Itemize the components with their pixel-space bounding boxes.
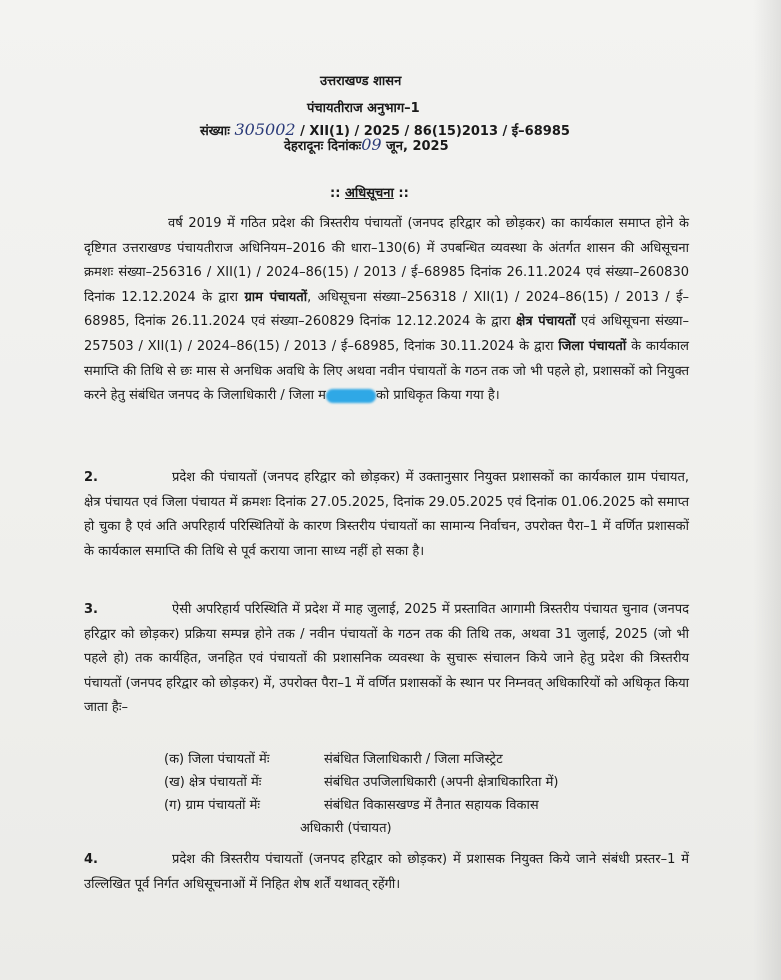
date-label: देहरादूनः दिनांकः [284, 139, 362, 154]
list-item [164, 771, 558, 794]
number-label: संख्याः [200, 124, 230, 139]
para4-text: प्रदेश की त्रिस्तरीय पंचायतों (जनपद हरिद्वार को छोड़कर) में प्रशासक नियुक्त किये जाने संबंधी प्रस्तर–1 में उल्लिखित पूर्व निर्गत अधिसूचनाओं में निहित शेष शर्तें यथावत् रहेंगी। [84, 852, 689, 892]
para1-bold-gram: ग्राम पंचायतों [244, 289, 308, 305]
para2-number: 2. [84, 470, 98, 485]
para2-text: प्रदेश की पंचायतों (जनपद हरिद्वार को छोड़कर) में उक्तानुसार नियुक्त प्रशासकों का कार्यकाल ग्राम पंचायत, क्षेत्र पंचायत एवं जिला पंचायत में क्रमशः दिनांक 27.05.2025, दिनांक 29.05.2025 एवं दिनांक 01.06.2025 को समाप्त हो चुका है एवं अति अपरिहार्य परिस्थितियों के कारण त्रिस्तरीय पंचायतों का सामान्य निर्वाचन, उपरोक्त पैरा–1 में वर्णित प्रशासकों के कार्यकाल समाप्ति की तिथि से पूर्व कराया जाना साध्य नहीं हो सका है। [84, 470, 689, 559]
list-item-value: संबंधित जिलाधिकारी / जिला मजिस्ट्रेट [324, 752, 503, 767]
list-item-continuation: अधिकारी (पंचायत) [300, 821, 392, 836]
para3-text: ऐसी अपरिहार्य परिस्थिति में प्रदेश में माह जुलाई, 2025 में प्रस्तावित आगामी त्रिस्तरीय पंचायत चुनाव (जनपद हरिद्वार को छोड़कर) प्रक्रिया सम्पन्न होने तक / नवीन पंचायतों के गठन तक की तिथि तक, अथवा 31 जुलाई, 2025 (जो भी पहले हो) तक कार्यहित, जनहित एवं पंचायतों की प्रशासनिक व्यवस्था के सुचारू संचालन किये जाने हेतु प्रदेश की त्रिस्तरीय पंचायतों (जनपद हरिद्वार को छोड़कर) में, उपरोक्त पैरा–1 में वर्णित प्रशासकों के स्थान पर निम्नवत् अधिकारियों को अधिकृत किया जाता हैः– [84, 602, 689, 716]
paragraph-1 [84, 212, 689, 409]
list-item [164, 748, 558, 771]
paragraph-3 [84, 598, 689, 721]
government-heading: उत्तराखण्ड शासन [320, 74, 402, 89]
paragraph-2 [84, 466, 689, 564]
para1-text-e: के कार्यकाल समाप्ति की तिथि से छः मास से अनधिक अवधि के लिए अथवा नवीन पंचायतों के गठन तक जो भी पहले हो, प्रशासकों को नियुक्त करने हेतु संबंधित जनपद के जिलाधिकारी / जिला म [84, 338, 689, 404]
list-item-value: संबंधित उपजिलाधिकारी (अपनी क्षेत्राधिकारिता में) [324, 775, 559, 790]
date-rest: जून, 2025 [386, 139, 449, 154]
number-rest: / XII(1) / 2025 / 86(15)2013 / ई–68985 [300, 124, 570, 139]
list-item-key: (क) जिला पंचायतों मेंः [164, 752, 270, 767]
paragraph-4 [84, 848, 689, 897]
title-right-marks: :: [398, 186, 409, 201]
para1-text-c: , अधिसूचना संख्या–256318 / XII(1) / 2024–86(15) / 2013 / ई–68985, दिनांक 26.11.2024 एवं संख्या–260829 दिनांक 12.12.2024 के द्वारा [84, 289, 689, 330]
list-item [164, 794, 558, 817]
notification-title [330, 183, 409, 201]
title-word: अधिसूचना [344, 186, 394, 201]
para1-bold-kshetra: क्षेत्र पंचायतों [516, 314, 576, 330]
para1-text-f: को प्राधिकृत किया गया है। [375, 388, 500, 404]
place-and-date [284, 135, 449, 154]
redaction-mark [326, 389, 376, 403]
list-item-key: (ग) ग्राम पंचायतों मेंः [164, 798, 261, 813]
para1-bold-zila: जिला पंचायतों [558, 338, 627, 354]
department-heading: पंचायतीराज अनुभाग–1 [307, 101, 420, 116]
para4-number: 4. [84, 852, 98, 867]
handwritten-date: 09 [361, 135, 382, 154]
handwritten-number: 305002 [234, 120, 296, 139]
para1-text-d: एवं अधिसूचना संख्या–257503 / XII(1) / 2024–86(15) / 2013 / ई–68985, दिनांक 30.11.2024 के द्वारा [84, 314, 689, 354]
para3-number: 3. [84, 602, 98, 617]
list-item-value: संबंधित विकासखण्ड में तैनात सहायक विकास [324, 798, 539, 813]
para1-text-a: वर्ष 2019 में गठित प्रदेश की त्रिस्तरीय पंचायतों (जनपद हरिद्वार को छोड़कर) का कार्यकाल समाप्त होने के दृष्टिगत उत्तराखण्ड पंचायतीराज अधिनियम–2016 की धारा–130(6) में उपबन्धित व्यवस्था के अंतर्गत शासन की अधिसूचना क्रमशः संख्या–256316 / XII(1) / 2024–86(15) / 2013 / ई–68985 दिनांक 26.11.2024 एवं संख्या–260830 दिनांक 12.12.2024 के द्वारा [84, 216, 689, 305]
authority-list [164, 748, 558, 840]
page-edge-shadow [753, 0, 781, 980]
list-item-key: (ख) क्षेत्र पंचायतों मेंः [164, 775, 262, 790]
title-left-marks: :: [330, 186, 341, 201]
